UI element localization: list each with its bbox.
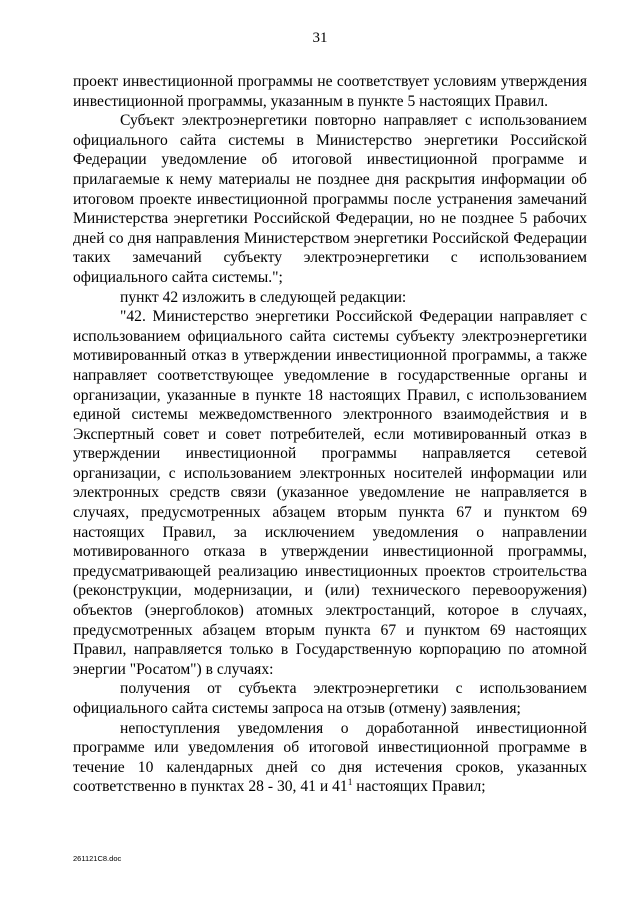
document-body <box>73 72 587 797</box>
paragraph: проект инвестиционной программы не соответствует условиям утверждения инвестиционной программы, указанным в пункте 5 настоящих Правил. <box>73 73 587 110</box>
paragraph <box>73 719 587 797</box>
superscript: 1 <box>347 778 353 789</box>
paragraph-text: непоступления уведомления о доработанной инвестиционной программе или уведомления об итоговой инвестиционной программе в течение 10 календарных дней со дня истечения сроков, указанных соответственно в пунктах 28 - 30, 41 и 41 <box>73 719 587 796</box>
paragraph-tail: настоящих Правил; <box>352 778 486 796</box>
paragraph: "42. Министерство энергетики Российской Федерации направляет с использованием официального сайта системы субъекту электроэнергетики мотивированный отказ в утверждении инвестиционной программы, а также направляет соответствующее уведомление в государственные органы и организации, указанные в пункте 18 настоящих Правил, с использованием единой системы межведомственного электронного взаимодействия и в Экспертный совет и совет потребителей, если мотивированный отказ в утверждении инвестиционной программы направляется сетевой организации, с использованием электронных носителей информации или электронных средств связи (указанное уведомление не направляется в случаях, предусмотренных абзацем вторым пункта 67 и пунктом 69 настоящих Правил, за исключением уведомления о направлении мотивированного отказа в утверждении инвестиционной программы, предусматривающей реализацию инвестиционных проектов строительства (реконструкции, модернизации, и (или) технического перевооружения) объектов (энергоблоков) атомных электростанций, которое в случаях, предусмотренных абзацем вторым пункта 67 и пунктом 69 настоящих Правил, направляется только в Государственную корпорацию по атомной энергии "Росатом") в случаях: <box>73 308 587 678</box>
paragraph: получения от субъекта электроэнергетики с использованием официального сайта системы запроса на отзыв (отмену) заявления; <box>73 680 587 717</box>
paragraph: пункт 42 изложить в следующей редакции: <box>120 288 407 306</box>
paragraph: Субъект электроэнергетики повторно направляет с использованием официального сайта системы в Министерство энергетики Российской Федерации уведомление об итоговой инвестиционной программе и прилагаемые к нему материалы не позднее дня раскрытия информации об итоговом проекте инвестиционной программы после устранения замечаний Министерства энергетики Российской Федерации, но не позднее 5 рабочих дней со дня направления Министерством энергетики Российской Федерации таких замечаний субъекту электроэнергетики с использованием официального сайта системы."; <box>73 112 587 286</box>
page-number: 31 <box>312 30 328 46</box>
file-name-footer: 261121C8.doc <box>73 854 122 863</box>
